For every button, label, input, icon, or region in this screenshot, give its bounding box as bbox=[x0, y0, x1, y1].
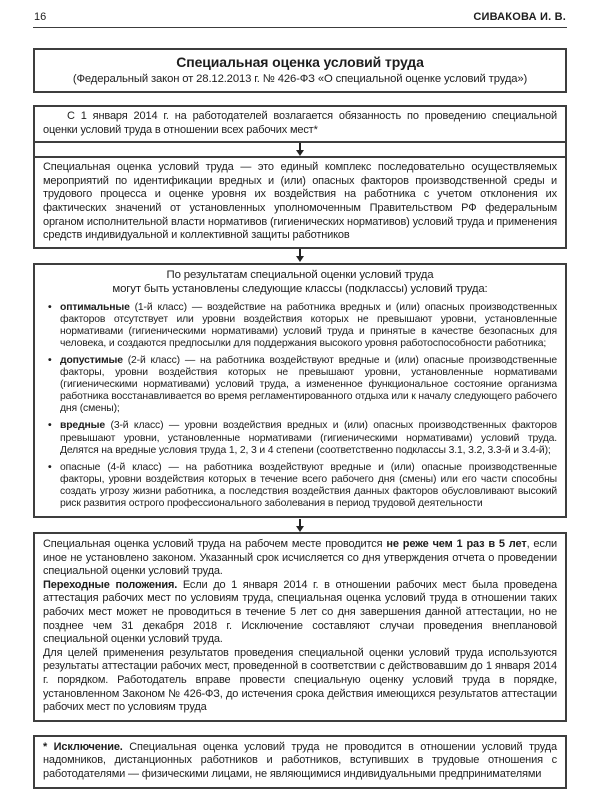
class-item-dangerous: • опасные (4-й класс) — на работника воздействуют вредные и (или) опасные производственные факторы, уровни воздействия которых в течение всего рабочего дня (смены) или его части способны создать угрозу жизни работника, а последствия воздействия данных факторов обусловливают высокий риск развития острого профессионального заболевания в период трудовой деятельности bbox=[47, 462, 557, 510]
periodicity-paragraph-3: Для целей применения результатов проведения специальной оценки условий труда используются результаты аттестации рабочих мест, проведенной в соответствии с действовавшим до 1 января 2014 г. порядком. Работодатель вправе провести специальную оценку условий труда в порядке, установленном Законом № 426-ФЗ, до истечения срока действия имеющихся результатов аттестации рабочих мест по условиям труда bbox=[43, 646, 557, 714]
obligation-box bbox=[35, 107, 565, 141]
flow-connector-2 bbox=[33, 518, 567, 532]
arrow-strip bbox=[35, 141, 565, 158]
down-arrow-icon bbox=[296, 249, 304, 262]
class-item-harmful: • вредные (3-й класс) — уровни воздействия вредных и (или) опасных производственных факторов превышают уровни, установленные нормативами (гигиеническими нормативами) условий труда. Делятся на вредные условия труда 1, 2, 3 и 4 степени (соответственно подклассы 3.1, 3.2, 3.3-й и 3.4-й); bbox=[47, 420, 557, 456]
flow-connector-1 bbox=[33, 249, 567, 263]
down-arrow-icon bbox=[296, 519, 304, 532]
class-item-acceptable: • допустимые (2-й класс) — на работника воздействуют вредные и (или) опасные производственные факторы, уровни воздействия которых не превышают уровни, установленные нормативами (гигиеническими нормативами) условий труда, а измененное функциональное состояние организма работника восстанавливается во время регламентированного отдыха или к началу следующего рабочего дня (смены); bbox=[47, 355, 557, 415]
exception-box bbox=[33, 735, 567, 789]
definition-text: Специальная оценка условий труда — это единый комплекс последовательно осуществляемых мероприятий по идентификации вредных и (или) опасных факторов производственной среды и трудового процесса и оценке уровня их воздействия на работника с учетом отклонения их фактических значений от установленных уполномоченным Правительством РФ федеральным органом исполнительной власти нормативов (гигиенических нормативов) условий труда и применения средств индивидуальной и коллективной защиты работников bbox=[43, 161, 557, 242]
classes-heading-line2: могут быть установлены следующие классы (подклассы) условий труда: bbox=[112, 282, 488, 295]
arrow-head bbox=[296, 526, 304, 532]
title-box bbox=[33, 48, 567, 93]
scheme-subtitle: (Федеральный закон от 28.12.2013 г. № 426-ФЗ «О специальной оценке условий труда») bbox=[72, 73, 528, 85]
arrow-head bbox=[296, 256, 304, 262]
definition-box bbox=[35, 158, 565, 247]
scheme-title: Специальная оценка условий труда bbox=[176, 54, 424, 70]
periodicity-paragraph-1: Специальная оценка условий труда на рабочем месте проводится не реже чем 1 раз в 5 лет, если иное не установлено законом. Указанный срок исчисляется со дня утверждения отчета о проведении специальной оценки условий труда. bbox=[43, 538, 557, 578]
periodicity-paragraph-2: Переходные положения. Если до 1 января 2014 г. в отношении рабочих мест была проведена аттестация рабочих мест по условиям труда, специальная оценка условий труда в отношении таких рабочих мест может не проводиться в течение 5 лет со дня завершения данной аттестации, но не позднее чем 31 декабря 2018 г. Исключение составляют случаи проведения внеплановой специальной оценки условий труда. bbox=[43, 578, 557, 646]
class-item-optimal: • оптимальные (1-й класс) — воздействие на работника вредных и (или) опасных производственных факторов отсутствует или уровни воздействия которых не превышают уровни, установленные нормативами (гигиеническими нормативами) условий труда и принятые в качестве безопасных для человека, и создаются предпосылки для поддержания высокого уровня работоспособности работника; bbox=[47, 302, 557, 350]
classes-box bbox=[33, 263, 567, 518]
classes-list bbox=[43, 302, 557, 511]
periodicity-box bbox=[33, 532, 567, 722]
obligation-text: С 1 января 2014 г. на работодателей возлагается обязанность по проведению специальной оценки условий труда в отношении всех рабочих мест* bbox=[43, 110, 557, 136]
exception-text: * Исключение. Специальная оценка условий труда не проводится в отношении условий труда надомников, дистанционных работников и работников, вступивших в трудовые отношения с работодателями — физическими лицами, не являющимися индивидуальными предпринимателями bbox=[43, 740, 557, 780]
author-name: СИВАКОВА И. В. bbox=[473, 11, 566, 23]
down-arrow-icon bbox=[296, 143, 304, 156]
arrow-head bbox=[296, 150, 304, 156]
classes-heading-line1: По результатам специальной оценки условий труда bbox=[166, 268, 434, 281]
page-header bbox=[33, 6, 567, 28]
obligation-definition-group bbox=[33, 105, 567, 249]
page-number: 16 bbox=[34, 11, 47, 23]
